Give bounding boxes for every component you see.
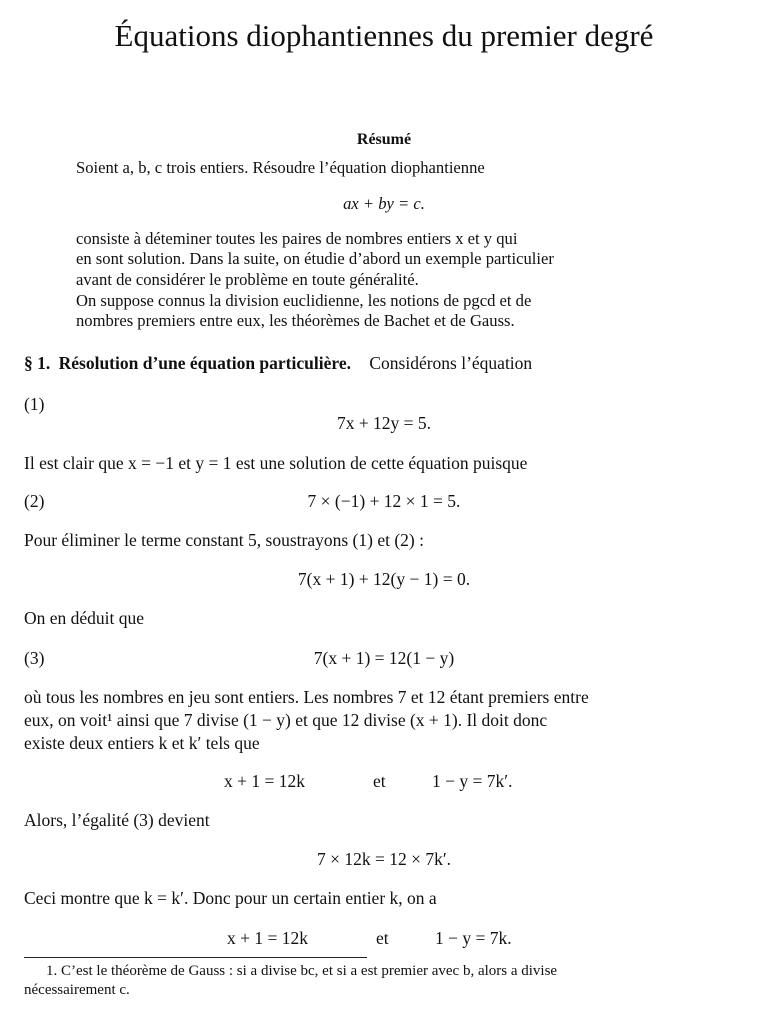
paragraph-5: Alors, l’égalité (3) devient (24, 810, 210, 830)
footnote-rule (24, 957, 367, 958)
paragraph-4-line-1: où tous les nombres en jeu sont entiers. Les nombres 7 et 12 étant premiers entre (24, 687, 589, 707)
section-intro: Considérons l’équation (369, 353, 533, 373)
abstract-intro: Soient a, b, c trois entiers. Résoudre l’équation diophantienne (76, 158, 485, 177)
eq2-label: (2) (24, 491, 45, 511)
eq2: 7 × (−1) + 12 × 1 = 5. (307, 491, 461, 511)
footnote-line-1: 1. C’est le théorème de Gauss : si a divise bc, et si a est premier avec b, alors a divise (46, 963, 558, 979)
abstract-line-2: en sont solution. Dans la suite, on étudie d’abord un exemple particulier (76, 249, 554, 268)
abstract-line-3: avant de considérer le problème en toute généralité. (76, 270, 419, 289)
paragraph-2: Pour éliminer le terme constant 5, soustrayons (1) et (2) : (24, 530, 424, 550)
section-number: § 1. (24, 353, 51, 373)
eq1-label: (1) (24, 394, 45, 414)
eq-final-right: 1 − y = 7k. (435, 928, 512, 948)
abstract-line-5: nombres premiers entre eux, les théorèmes de Bachet et de Gauss. (76, 311, 515, 330)
eq-final-left: x + 1 = 12k (227, 928, 308, 948)
paragraph-4-line-3: existe deux entiers k et k′ tels que (24, 733, 260, 753)
eq-k-right: 1 − y = 7k′. (432, 771, 513, 791)
eq-subtraction-2: 7 × 12k = 12 × 7k′. (316, 849, 452, 869)
eq3-label: (3) (24, 648, 45, 668)
footnote-line-2: nécessairement c. (24, 982, 130, 998)
section-heading (24, 353, 532, 374)
abstract-equation: ax + by = c. (343, 194, 425, 213)
paragraph-6: Ceci montre que k = k′. Donc pour un certain entier k, on a (24, 888, 437, 908)
eq1: 7x + 12y = 5. (336, 413, 432, 433)
abstract-heading: Résumé (356, 131, 412, 148)
eq-subtraction: 7(x + 1) + 12(y − 1) = 0. (297, 569, 471, 589)
paragraph-4-line-2: eux, on voit¹ ainsi que 7 divise (1 − y) et que 12 divise (x + 1). Il doit donc (24, 710, 548, 730)
eq-final-mid: et (376, 928, 389, 948)
page-title: Équations diophantiennes du premier degré (114, 18, 654, 53)
eq3: 7(x + 1) = 12(1 − y) (313, 648, 455, 668)
eq-k-mid: et (373, 771, 386, 791)
paragraph-3: On en déduit que (24, 608, 145, 628)
abstract-line-1: consiste à déteminer toutes les paires de nombres entiers x et y qui (76, 229, 518, 248)
paragraph-1: Il est clair que x = −1 et y = 1 est une solution de cette équation puisque (24, 453, 528, 473)
abstract-line-4: On suppose connus la division euclidienne, les notions de pgcd et de (76, 291, 532, 310)
eq-k-left: x + 1 = 12k (224, 771, 305, 791)
section-title: Résolution d’une équation particulière. (58, 353, 351, 373)
